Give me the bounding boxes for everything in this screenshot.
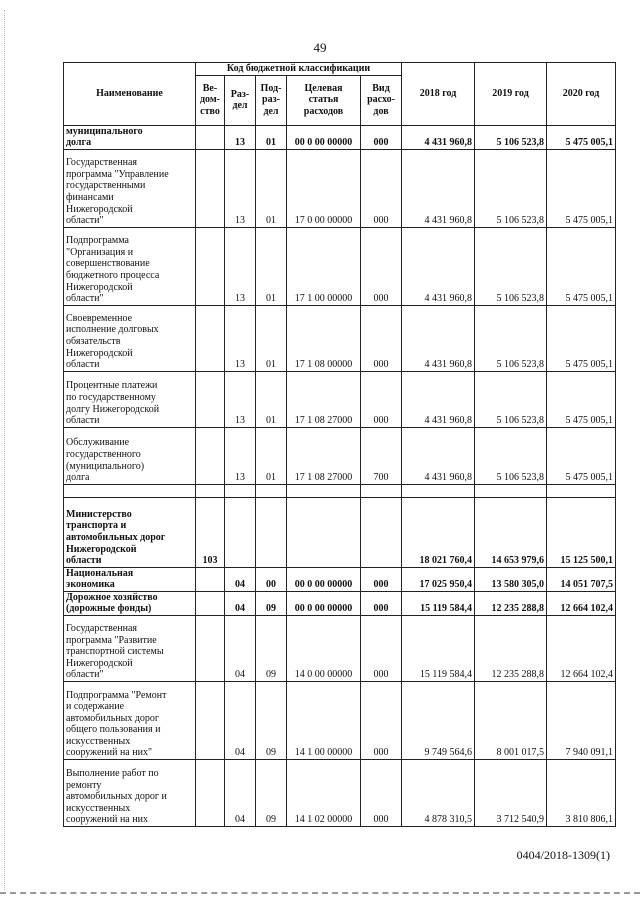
row-name-line: по государственному [66,391,156,403]
cell-podrazdel: 09 [256,682,287,760]
cell-expense-type: 000 [361,149,402,227]
row-name-line: программа "Развитие [66,634,157,646]
row-name-line: области" [66,669,104,681]
table-body [64,125,616,827]
table-row [64,484,616,497]
header-line: Вид [372,82,390,94]
cell-vedomstvo [196,305,225,371]
table-row [64,227,616,305]
header-line: Раз- [230,88,250,100]
cell-razdel: 04 [225,591,256,615]
row-name-line: сооружений на них" [66,747,153,759]
header-line: дов [373,105,389,117]
cell-razdel: 13 [225,149,256,227]
header-name: Наименование [64,63,196,126]
table-row [64,305,616,371]
cell-expense-type: 700 [361,427,402,484]
cell-2018: 4 431 960,8 [402,227,475,305]
row-name-line: сооружений на них [66,814,148,826]
cell-2019 [475,484,547,497]
header-line: Ве- [202,82,218,94]
header-target-article [287,75,361,125]
cell-vedomstvo [196,616,225,682]
row-name-line: области [66,415,100,427]
budget-table [63,62,616,827]
cell-2020: 5 475 005,1 [547,427,616,484]
cell-2018: 9 749 564,6 [402,682,475,760]
cell-target-article: 17 0 00 00000 [287,149,361,227]
cell-razdel: 13 [225,227,256,305]
row-name-line: Государственная [66,623,138,635]
row-name-line: долга [66,472,90,484]
cell-2020: 7 940 091,1 [547,682,616,760]
table-row [64,616,616,682]
cell-razdel: 13 [225,125,256,149]
cell-expense-type: 000 [361,616,402,682]
row-name-line: Обслуживание [66,437,130,449]
cell-2018: 4 431 960,8 [402,149,475,227]
document-code: 0404/2018-1309(1) [516,848,610,862]
header-2020: 2020 год [547,63,616,126]
cell-razdel: 04 [225,760,256,827]
row-name-line: Нижегородской [66,347,133,359]
cell-vedomstvo [196,760,225,827]
cell-target-article: 00 0 00 00000 [287,125,361,149]
row-name [64,567,196,591]
table-row [64,371,616,427]
cell-2019: 3 712 540,9 [475,760,547,827]
row-name [64,682,196,760]
cell-2019: 13 580 305,0 [475,567,547,591]
cell-2020: 12 664 102,4 [547,591,616,615]
row-name-line: автомобильных дорог [66,712,160,724]
table-header [64,63,616,126]
row-name-line: Национальная [66,567,134,579]
row-name-line: (муниципального) [66,460,145,472]
header-expense-type [361,75,402,125]
row-name-line: искусственных [66,735,131,747]
row-name-line: транспорта и [66,520,127,532]
row-name-line: бюджетного процесса [66,269,160,281]
row-name-line: Нижегородской [66,543,137,555]
cell-expense-type: 000 [361,591,402,615]
cell-expense-type [361,497,402,567]
row-name-line: долгу Нижегородской [66,403,160,415]
cell-podrazdel: 09 [256,591,287,615]
cell-razdel: 04 [225,616,256,682]
cell-2019: 5 106 523,8 [475,427,547,484]
table-row [64,567,616,591]
cell-2019: 14 653 979,6 [475,497,547,567]
cell-razdel: 13 [225,371,256,427]
cell-podrazdel: 00 [256,567,287,591]
cell-podrazdel: 01 [256,305,287,371]
row-name-line: Своевременное [66,312,133,324]
cell-expense-type: 000 [361,371,402,427]
cell-2018 [402,484,475,497]
cell-2020: 12 664 102,4 [547,616,616,682]
header-line: Целевая [304,82,343,94]
cell-vedomstvo [196,371,225,427]
cell-vedomstvo [196,227,225,305]
cell-expense-type: 000 [361,227,402,305]
cell-expense-type: 000 [361,682,402,760]
table-row [64,427,616,484]
cell-vedomstvo [196,682,225,760]
row-name [64,760,196,827]
cell-2020: 3 810 806,1 [547,760,616,827]
page-number: 49 [313,40,327,55]
header-classification-group: Код бюджетной классификации [196,63,402,76]
cell-2018: 15 119 584,4 [402,591,475,615]
table-row [64,149,616,227]
row-name-line: совершенствование [66,258,150,270]
cell-razdel: 13 [225,427,256,484]
cell-podrazdel: 01 [256,427,287,484]
row-name-line: и содержание [66,701,125,713]
cell-2019: 8 001 017,5 [475,682,547,760]
cell-vedomstvo [196,484,225,497]
row-name [64,371,196,427]
cell-podrazdel: 01 [256,149,287,227]
row-name-line: автомобильных дорог и [66,791,167,803]
cell-expense-type [361,484,402,497]
cell-podrazdel: 09 [256,616,287,682]
cell-2020: 15 125 500,1 [547,497,616,567]
cell-razdel: 13 [225,305,256,371]
cell-2018: 18 021 760,4 [402,497,475,567]
row-name-line: области [66,555,102,567]
row-name-line: (дорожные фонды) [66,603,152,615]
row-name-line: области [66,359,100,371]
cell-vedomstvo: 103 [196,497,225,567]
cell-vedomstvo [196,427,225,484]
row-name [64,484,196,497]
row-name [64,149,196,227]
header-2018: 2018 год [402,63,475,126]
cell-2019: 12 235 288,8 [475,591,547,615]
table-row [64,125,616,149]
cell-2020 [547,484,616,497]
row-name-line: Процентные платежи [66,380,158,392]
cell-2019: 5 106 523,8 [475,371,547,427]
header-line: дел [263,105,279,117]
row-name [64,427,196,484]
cell-expense-type: 000 [361,305,402,371]
header-line: Под- [260,82,282,94]
cell-2019: 5 106 523,8 [475,149,547,227]
cell-2018: 4 431 960,8 [402,125,475,149]
row-name [64,591,196,615]
header-line: расходов [303,105,344,117]
row-name-line: долга [66,137,92,149]
row-name-line: государственного [66,448,141,460]
row-name-line: Нижегородской [66,657,133,669]
cell-target-article: 00 0 00 00000 [287,591,361,615]
cell-target-article: 17 1 08 00000 [287,305,361,371]
row-name-line: области" [66,215,104,227]
row-name-line: финансами [66,191,114,203]
row-name-line: искусственных [66,802,131,814]
cell-razdel [225,497,256,567]
cell-2019: 5 106 523,8 [475,125,547,149]
row-name-line: Государственная [66,157,138,169]
cell-target-article: 14 1 00 00000 [287,682,361,760]
table-row [64,682,616,760]
row-name-line: государственными [66,180,146,192]
cell-target-article: 17 1 08 27000 [287,371,361,427]
row-name [64,125,196,149]
cell-podrazdel: 01 [256,227,287,305]
cell-podrazdel [256,484,287,497]
cell-podrazdel: 01 [256,371,287,427]
cell-2018: 15 119 584,4 [402,616,475,682]
header-line: дом- [199,94,220,106]
cell-2018: 4 431 960,8 [402,305,475,371]
row-name-line: "Организация и [66,246,134,258]
row-name [64,616,196,682]
cell-razdel: 04 [225,567,256,591]
cell-podrazdel: 09 [256,760,287,827]
cell-vedomstvo [196,125,225,149]
cell-vedomstvo [196,567,225,591]
scan-edge [0,892,640,894]
cell-razdel [225,484,256,497]
cell-2018: 4 431 960,8 [402,427,475,484]
header-line: статья [308,94,339,106]
cell-2018: 4 431 960,8 [402,371,475,427]
cell-target-article: 14 1 02 00000 [287,760,361,827]
row-name-line: общего пользования и [66,724,161,736]
row-name-line: Дорожное хозяйство [66,591,158,603]
header-2019: 2019 год [475,63,547,126]
cell-target-article [287,497,361,567]
row-name-line: исполнение долговых [66,324,159,336]
row-name-line: Выполнение работ по [66,768,159,780]
row-name-line: Подпрограмма [66,235,129,247]
row-name-line: Подпрограмма "Ремонт [66,689,167,701]
cell-podrazdel: 01 [256,125,287,149]
row-name-line: Министерство [66,508,132,520]
cell-2020: 5 475 005,1 [547,125,616,149]
header-vedomstvo [196,75,225,125]
cell-2020: 14 051 707,5 [547,567,616,591]
cell-vedomstvo [196,149,225,227]
row-name-line: экономика [66,579,115,591]
cell-2019: 12 235 288,8 [475,616,547,682]
row-name-line: муниципального [66,125,143,137]
row-name-line: ремонту [66,779,102,791]
row-name-line: транспортной системы [66,646,164,658]
table-row [64,591,616,615]
cell-razdel: 04 [225,682,256,760]
row-name-line: области" [66,293,104,305]
cell-2019: 5 106 523,8 [475,227,547,305]
cell-target-article: 17 1 00 00000 [287,227,361,305]
table-row [64,497,616,567]
row-name-line [66,486,193,497]
margin-scan-marks [4,10,7,890]
header-podrazdel [256,75,287,125]
header-line: раз- [262,94,280,106]
row-name-line: автомобильных дорог [66,531,166,543]
cell-expense-type: 000 [361,760,402,827]
row-name [64,227,196,305]
cell-expense-type: 000 [361,567,402,591]
header-line: расхо- [367,94,395,106]
cell-2019: 5 106 523,8 [475,305,547,371]
row-name-line: Нижегородской [66,281,133,293]
row-name-line: Нижегородской [66,203,133,215]
row-name-line: обязательств [66,335,121,347]
header-line: дел [232,100,248,111]
cell-expense-type: 000 [361,125,402,149]
row-name [64,305,196,371]
cell-target-article: 14 0 00 00000 [287,616,361,682]
cell-2020: 5 475 005,1 [547,227,616,305]
table-row [64,760,616,827]
cell-podrazdel [256,497,287,567]
cell-2020: 5 475 005,1 [547,305,616,371]
cell-2020: 5 475 005,1 [547,371,616,427]
header-razdel [225,75,256,125]
cell-2018: 17 025 950,4 [402,567,475,591]
row-name [64,497,196,567]
cell-target-article [287,484,361,497]
cell-2020: 5 475 005,1 [547,149,616,227]
row-name-line: программа "Управление [66,168,169,180]
header-line: ство [200,105,220,117]
cell-2018: 4 878 310,5 [402,760,475,827]
cell-target-article: 00 0 00 00000 [287,567,361,591]
cell-vedomstvo [196,591,225,615]
cell-target-article: 17 1 08 27000 [287,427,361,484]
